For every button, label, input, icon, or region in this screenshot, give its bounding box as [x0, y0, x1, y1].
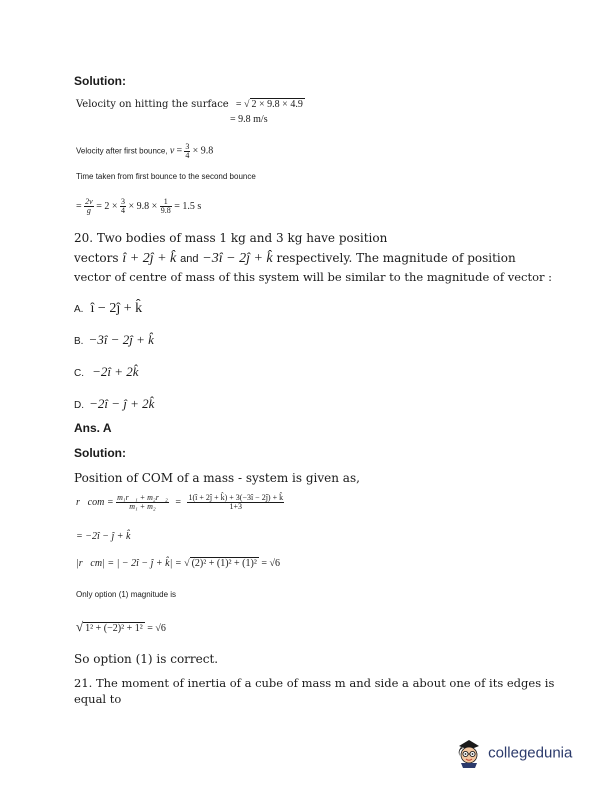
time-frac2: $\frac{3}{4}$ [120, 197, 125, 215]
com-intro: Position of COM of a mass - system is given as, [74, 471, 360, 485]
only-option-note: Only option (1) magnitude is [76, 590, 177, 599]
bounce-var: v [169, 145, 175, 157]
option-a: A. î − 2ĵ + k̂ [74, 301, 143, 316]
com-frac1: $\frac{\text{m₁r⃗₁ + m₂r⃗₂}}{\text{m₁ + m₂}}$ [117, 493, 168, 511]
solution-heading-2: Solution: [74, 446, 126, 460]
com-magnitude: |r⃗cm| = | − 2î − ĵ + k̂| = √ (2)² + (1)² + (1)² = √6 [76, 558, 280, 569]
question-21-line1: 21. The moment of inertia of a cube of mass m and side a about one of its edges is [74, 676, 555, 690]
option-b: B. −3î − 2ĵ + k̂ [74, 332, 154, 347]
bounce-tail: × 9.8 [192, 145, 214, 157]
vector-1: î + 2ĵ + k̂ [122, 251, 177, 266]
bounce-line: Velocity after first bounce, v = $\frac{3}{4}$ × 9.8 [76, 142, 214, 160]
magnitude-check: √ 1² + (−2)² + 1² = √6 [76, 619, 166, 634]
velocity-radicand: 2 × 9.8 × 4.9 [251, 99, 303, 110]
student-mascot-icon [455, 738, 483, 768]
collegedunia-logo [455, 738, 572, 768]
question-20-line1: 20. Two bodies of mass 1 kg and 3 kg have position [74, 231, 388, 245]
question-20-line3: vector of centre of mass of this system will be similar to the magnitude of vector : [74, 270, 553, 284]
com-frac2: $\frac{1(î + 2ĵ + k̂) + 3(-3î - 2ĵ) + k̂}{1+3}$ [188, 493, 284, 511]
solution-heading-1: Solution: [74, 74, 126, 88]
question-20-line2: vectors î + 2ĵ + k̂ and −3î − 2ĵ + k̂ respectively. The magnitude of position [74, 251, 516, 266]
com-formula: r⃗com = $\frac{\text{m₁r⃗₁ + m₂r⃗₂}}{\text{m₁ + m₂}}$ = $\frac{1(î + 2ĵ + k̂) + 3(-3î - 2ĵ) + k̂}{1+3}$ [76, 493, 284, 511]
com-result: = −2î − ĵ + k̂ [76, 531, 131, 542]
conclusion: So option (1) is correct. [74, 652, 219, 666]
time-frac1: $\frac{2v}{g}$ [85, 197, 93, 215]
option-d: D. −2î − ĵ + 2k̂ [74, 396, 155, 411]
time-frac3: $\frac{1}{9.8}$ [160, 197, 171, 215]
logo-text: collegedunia [488, 744, 573, 762]
velocity-result: = 9.8 m/s [230, 114, 268, 125]
time-label: Time taken from first bounce to the second bounce [76, 172, 256, 181]
option-c: C. −2î + 2k̂ [74, 364, 139, 379]
bounce-label: Velocity after first bounce, [76, 146, 168, 156]
vector-2: −3î − 2ĵ + k̂ [202, 251, 273, 266]
time-result: = 1.5 s [174, 200, 202, 212]
velocity-line: Velocity on hitting the surface = √ 2 × 9.8 × 4.9 [76, 99, 303, 110]
answer-label: Ans. A [74, 421, 112, 435]
question-21-line2: equal to [74, 692, 122, 706]
velocity-label: Velocity on hitting the surface [76, 99, 229, 110]
time-expression: = $\frac{2v}{g}$ = 2 × $\frac{3}{4}$ × 9.8 × $\frac{1}{9.8}$ = 1.5 s [76, 197, 202, 215]
bounce-fraction: $\frac{3}{4}$ [185, 142, 190, 160]
